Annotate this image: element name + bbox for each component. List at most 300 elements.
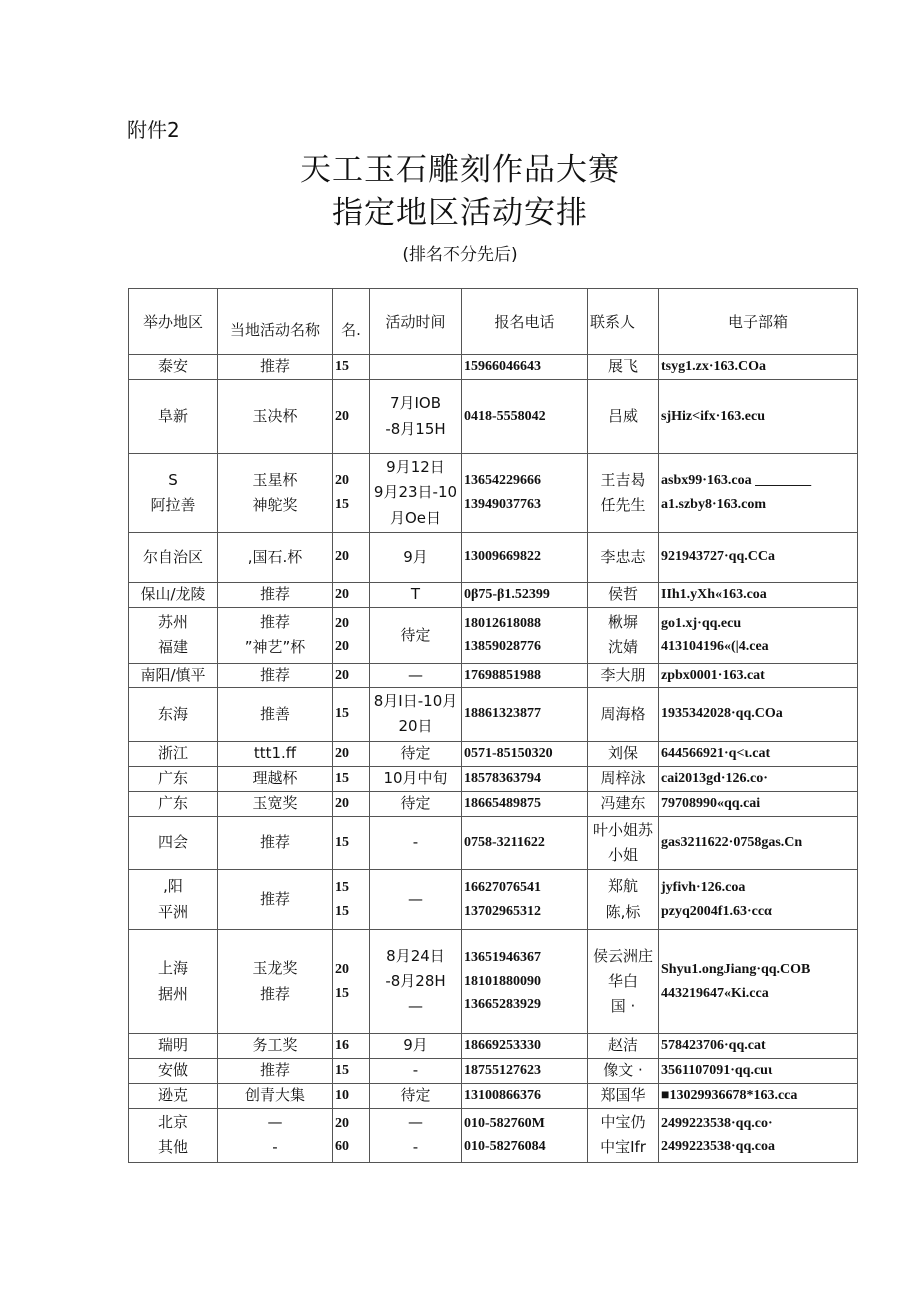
cell-time [370, 741, 462, 766]
cell-activity-line: ,国石.杯 [247, 547, 303, 566]
cell-email-line: 1935342028·qq.COa [661, 706, 783, 722]
cell-time [370, 380, 462, 454]
cell-time-line: — [408, 665, 423, 684]
cell-email-line: Shyu1.ongJiang·qq.COB [661, 961, 811, 977]
cell-contact-line: 周海格 [600, 704, 646, 723]
cell-quota-line: 20 [335, 667, 349, 683]
table-header-row [129, 289, 858, 355]
cell-time [370, 532, 462, 582]
cell-quota [333, 870, 370, 930]
cell-phone [462, 870, 588, 930]
cell-quota-line: 20 [335, 549, 349, 565]
cell-time-line: 9月 [403, 547, 428, 566]
cell-activity-line: 理越杯 [252, 768, 298, 787]
cell-phone-line: 18861323877 [464, 706, 541, 722]
cell-quota-line: 15 [335, 1063, 349, 1079]
cell-region-line: 上海 [157, 959, 188, 978]
cell-contact [588, 607, 659, 663]
cell-contact-line: 侯哲 [607, 585, 638, 604]
cell-region-line: 浙江 [157, 743, 188, 762]
cell-phone [462, 607, 588, 663]
table-row [129, 1059, 858, 1084]
cell-contact [588, 454, 659, 533]
cell-quota-line: 15 [335, 496, 349, 512]
cell-quota [333, 791, 370, 816]
header-activity: 当地活动名称 [218, 289, 333, 355]
cell-contact-line: 中宝Ifr [600, 1138, 646, 1157]
cell-quota [333, 930, 370, 1034]
cell-region [129, 1084, 218, 1109]
cell-activity-line: 推荐 [259, 357, 290, 376]
table-row [129, 1109, 858, 1163]
cell-email-line: 79708990«qq.cai [661, 795, 761, 811]
cell-region [129, 607, 218, 663]
table-row [129, 532, 858, 582]
cell-activity [218, 870, 333, 930]
cell-phone [462, 1084, 588, 1109]
cell-phone [462, 688, 588, 742]
cell-quota [333, 1109, 370, 1163]
cell-email [659, 1034, 858, 1059]
cell-activity [218, 930, 333, 1034]
cell-activity-line: 玉宽奖 [252, 793, 298, 812]
cell-activity-line: 推荐 [259, 1061, 290, 1080]
table-row [129, 741, 858, 766]
cell-quota-line: 15 [335, 879, 349, 895]
page-title: 天工玉石雕刻作品大赛 [300, 152, 620, 188]
cell-phone-line: 18012618088 [464, 615, 541, 631]
cell-email-line: ■13029936678*163.cca [661, 1088, 798, 1104]
cell-contact [588, 532, 659, 582]
cell-quota [333, 582, 370, 607]
cell-email-line: jyfivh·126.coa [661, 879, 746, 895]
cell-time-line: — [408, 1113, 423, 1131]
cell-region [129, 741, 218, 766]
cell-quota-line: 20 [335, 1115, 349, 1131]
cell-region-line: 保山/龙陵 [140, 585, 206, 604]
cell-contact-line: 陈,标 [605, 902, 641, 921]
table-row [129, 355, 858, 380]
cell-email-line: zpbx0001·163.cat [661, 667, 765, 683]
cell-phone [462, 816, 588, 870]
cell-contact-line: 叶小姐苏 [592, 820, 653, 839]
cell-contact [588, 688, 659, 742]
cell-contact-line: 赵洁 [607, 1036, 638, 1055]
cell-activity-line: 务工奖 [252, 1036, 298, 1055]
cell-phone-line: 18665489875 [464, 795, 541, 811]
cell-region-line: 北京 [157, 1113, 188, 1131]
cell-activity-line: 神鸵奖 [252, 495, 298, 514]
cell-quota-line: 20 [335, 473, 349, 489]
cell-region [129, 1034, 218, 1059]
cell-region-line: 尔自治区 [142, 547, 203, 566]
cell-phone-line: 010-58276084 [464, 1139, 546, 1155]
cell-contact-line: 刘保 [607, 743, 638, 762]
cell-email [659, 582, 858, 607]
cell-contact-line: 周梓泳 [600, 768, 646, 787]
cell-contact [588, 741, 659, 766]
cell-email-line: cai2013gd·126.co· [661, 770, 768, 786]
table-row [129, 816, 858, 870]
cell-phone-line: 010-582760M [464, 1115, 545, 1131]
cell-email-line: 644566921·q<ι.cat [661, 745, 771, 761]
cell-activity [218, 1109, 333, 1163]
cell-activity-line: 推荐 [259, 585, 290, 604]
cell-email-line: gas3211622·0758gas.Cn [661, 834, 803, 850]
header-region: 举办地区 [129, 289, 218, 355]
cell-quota-line: 15 [335, 834, 349, 850]
cell-activity [218, 741, 333, 766]
cell-time-line: 待定 [400, 1086, 431, 1105]
cell-time [370, 766, 462, 791]
cell-phone [462, 741, 588, 766]
cell-activity-line: ”神艺”杯 [244, 638, 306, 657]
cell-time [370, 1084, 462, 1109]
cell-region [129, 454, 218, 533]
table-row [129, 380, 858, 454]
cell-quota [333, 532, 370, 582]
table-row [129, 582, 858, 607]
cell-phone-line: 13665283929 [464, 997, 541, 1013]
cell-time-line: 8月24日 [386, 946, 445, 965]
cell-phone-line: 15966046643 [464, 359, 541, 375]
cell-phone-line: 18755127623 [464, 1063, 541, 1079]
cell-region [129, 355, 218, 380]
cell-contact-line: 国 · [610, 997, 636, 1016]
cell-contact-line: 冯建东 [600, 793, 646, 812]
cell-quota-line: 20 [335, 639, 349, 655]
cell-phone [462, 380, 588, 454]
cell-phone-line: 13651946367 [464, 949, 541, 965]
cell-region-line: 平洲 [157, 902, 188, 921]
cell-region-line: 阜新 [157, 406, 188, 425]
cell-quota [333, 1084, 370, 1109]
cell-region [129, 663, 218, 687]
cell-contact-line: 任先生 [600, 495, 646, 514]
cell-quota [333, 663, 370, 687]
cell-time [370, 1059, 462, 1084]
cell-region [129, 582, 218, 607]
cell-contact-line: 李大朋 [600, 665, 646, 684]
cell-region-line: 逊克 [157, 1086, 188, 1105]
cell-region [129, 1109, 218, 1163]
cell-activity-line: 创青大集 [244, 1086, 305, 1105]
cell-quota-line: 20 [335, 408, 349, 424]
cell-phone-line: 13949037763 [464, 496, 541, 512]
cell-quota [333, 355, 370, 380]
cell-time-line: 9月 [403, 1036, 428, 1055]
cell-time-line: 9月23日-10 [373, 483, 458, 502]
cell-quota [333, 380, 370, 454]
cell-quota-line: 60 [335, 1139, 349, 1155]
cell-quota [333, 1034, 370, 1059]
header-email: 电子部箱 [659, 289, 858, 355]
cell-time-line: T [410, 585, 421, 604]
cell-quota-line: 15 [335, 770, 349, 786]
cell-contact-line: 中宝仍 [600, 1113, 646, 1131]
cell-email [659, 380, 858, 454]
cell-quota [333, 816, 370, 870]
cell-time [370, 816, 462, 870]
cell-time [370, 454, 462, 533]
cell-contact [588, 930, 659, 1034]
cell-contact-line: 沈婧 [607, 638, 638, 657]
cell-phone [462, 1059, 588, 1084]
cell-quota-line: 10 [335, 1088, 349, 1104]
cell-contact-line: 郑航 [607, 877, 638, 896]
cell-email [659, 766, 858, 791]
cell-activity [218, 582, 333, 607]
cell-region-line: 安做 [157, 1061, 188, 1080]
cell-activity [218, 1084, 333, 1109]
cell-email [659, 816, 858, 870]
cell-email-line: a1.szby8·163.com [661, 496, 766, 512]
cell-time-line: 10月中旬 [383, 768, 448, 787]
cell-activity-line: - [272, 1138, 278, 1157]
page-subtitle: (排名不分先后) [402, 245, 518, 265]
page-title-line2: 指定地区活动安排 [332, 195, 588, 231]
cell-activity-line: 玉星杯 [252, 470, 298, 489]
cell-quota [333, 607, 370, 663]
cell-email-line: 578423706·qq.cat [661, 1038, 766, 1054]
cell-quota-line: 15 [335, 985, 349, 1001]
cell-phone [462, 532, 588, 582]
cell-phone [462, 355, 588, 380]
cell-phone-line: 16627076541 [464, 879, 541, 895]
cell-region-line: 广东 [157, 793, 188, 812]
cell-region [129, 1059, 218, 1084]
cell-activity-line: 玉决杯 [252, 406, 298, 425]
cell-time [370, 582, 462, 607]
cell-time-line: -8月28H [385, 971, 446, 990]
cell-phone [462, 1034, 588, 1059]
cell-time-line: 待定 [400, 625, 431, 644]
cell-time-line: — [408, 997, 423, 1016]
cell-email-line: sjHiz<ifx·163.ecu [661, 408, 766, 424]
cell-phone [462, 582, 588, 607]
cell-email-line: 2499223538·qq.co· [661, 1115, 773, 1131]
cell-time [370, 355, 462, 380]
cell-phone-line: 0β75-β1.52399 [464, 586, 550, 602]
cell-region [129, 688, 218, 742]
cell-phone [462, 766, 588, 791]
cell-time-line: 8月I日-10月 [373, 692, 458, 710]
cell-time [370, 1109, 462, 1163]
cell-contact [588, 1034, 659, 1059]
cell-email [659, 607, 858, 663]
cell-email [659, 791, 858, 816]
cell-activity [218, 663, 333, 687]
cell-quota-line: 20 [335, 745, 349, 761]
table-row [129, 688, 858, 742]
cell-contact-line: 楸塀 [607, 613, 638, 631]
cell-phone-line: 13100866376 [464, 1088, 541, 1104]
cell-quota [333, 688, 370, 742]
cell-activity [218, 355, 333, 380]
cell-region-line: ,阳 [163, 877, 183, 896]
cell-region-line: 福建 [157, 638, 188, 657]
cell-region-line: 阿拉善 [150, 495, 196, 514]
header-phone: 报名电话 [462, 289, 588, 355]
cell-contact [588, 582, 659, 607]
cell-region-line: 瑞明 [157, 1036, 188, 1055]
cell-quota [333, 454, 370, 533]
cell-region [129, 870, 218, 930]
cell-activity [218, 1034, 333, 1059]
cell-contact-line: 小姐 [607, 845, 638, 864]
cell-time-line: 9月12日 [386, 458, 445, 476]
cell-activity [218, 688, 333, 742]
cell-activity [218, 816, 333, 870]
cell-quota-line: 20 [335, 615, 349, 631]
cell-time-line: -8月15H [385, 419, 446, 438]
cell-contact [588, 870, 659, 930]
cell-quota-line: 20 [335, 586, 349, 602]
cell-contact [588, 766, 659, 791]
cell-activity [218, 532, 333, 582]
cell-email-line: 3561107091·qq.cuι [661, 1063, 773, 1079]
cell-activity [218, 454, 333, 533]
cell-time [370, 791, 462, 816]
cell-contact-line: 吕威 [607, 406, 638, 425]
cell-email [659, 1059, 858, 1084]
cell-time-line: - [412, 1061, 419, 1080]
cell-activity-line: 推荐 [259, 889, 290, 908]
cell-time-line: 待定 [400, 743, 431, 762]
cell-region [129, 816, 218, 870]
cell-contact [588, 380, 659, 454]
cell-phone [462, 454, 588, 533]
cell-contact [588, 1059, 659, 1084]
cell-email-line: 443219647«Ki.cca [661, 985, 769, 1001]
cell-email [659, 870, 858, 930]
cell-phone [462, 1109, 588, 1163]
cell-quota [333, 1059, 370, 1084]
cell-email-line: tsyg1.zx·163.COa [661, 359, 766, 375]
cell-region-line: 苏州 [157, 613, 188, 631]
cell-activity-line: 推荐 [259, 833, 290, 852]
cell-quota-line: 15 [335, 359, 349, 375]
table-row [129, 1034, 858, 1059]
cell-time-line: - [412, 1138, 419, 1157]
header-contact: 联系人 [588, 289, 659, 355]
cell-phone [462, 930, 588, 1034]
cell-quota [333, 766, 370, 791]
cell-quota-line: 20 [335, 795, 349, 811]
table-row [129, 766, 858, 791]
cell-activity [218, 380, 333, 454]
cell-region [129, 532, 218, 582]
cell-quota [333, 741, 370, 766]
cell-phone-line: 0758-3211622 [464, 834, 545, 850]
cell-phone-line: 13654229666 [464, 473, 541, 489]
cell-email [659, 454, 858, 533]
cell-phone-line: 0418-5558042 [464, 408, 546, 424]
cell-time [370, 688, 462, 742]
cell-activity [218, 766, 333, 791]
table-row [129, 870, 858, 930]
cell-quota-line: 16 [335, 1038, 349, 1054]
cell-email-line: 921943727·qq.CCa [661, 549, 775, 565]
cell-activity [218, 1059, 333, 1084]
cell-email [659, 355, 858, 380]
cell-phone-line: 18578363794 [464, 770, 541, 786]
cell-region-line: 四会 [157, 833, 188, 852]
cell-phone-line: 18669253330 [464, 1038, 541, 1054]
cell-region [129, 930, 218, 1034]
cell-contact [588, 663, 659, 687]
cell-email [659, 1084, 858, 1109]
table-row [129, 454, 858, 533]
cell-contact-line: 像文 · [603, 1061, 643, 1080]
cell-region [129, 380, 218, 454]
cell-time-line: 月Oe日 [389, 508, 442, 527]
cell-activity [218, 791, 333, 816]
cell-email [659, 1109, 858, 1163]
cell-contact-line: 展飞 [607, 357, 638, 376]
cell-email [659, 741, 858, 766]
cell-region-line: 东海 [157, 704, 188, 723]
attachment-label: 附件2 [127, 118, 180, 142]
cell-email-line: pzyq2004f1.63·ccα [661, 903, 772, 919]
cell-phone-line: 13702965312 [464, 903, 541, 919]
cell-time-line: 7月IOB [389, 394, 442, 413]
cell-phone [462, 663, 588, 687]
cell-region-line: 南阳/慎平 [140, 665, 206, 684]
cell-region-line: 泰安 [157, 357, 188, 376]
cell-time-line: - [412, 833, 419, 852]
cell-region-line: 广东 [157, 768, 188, 787]
cell-time [370, 663, 462, 687]
cell-activity-line: 推荐 [259, 613, 290, 631]
table-row [129, 1084, 858, 1109]
cell-time [370, 607, 462, 663]
cell-phone-line: 18101880090 [464, 973, 541, 989]
cell-email [659, 663, 858, 687]
cell-activity-line: ttt1.ff [253, 743, 297, 762]
cell-email [659, 930, 858, 1034]
cell-region-line: 其他 [157, 1138, 188, 1157]
cell-email [659, 688, 858, 742]
cell-contact [588, 791, 659, 816]
cell-contact [588, 355, 659, 380]
cell-email-line: IIh1.yXh«163.coa [661, 586, 767, 602]
cell-time [370, 930, 462, 1034]
cell-region-line: S [168, 470, 178, 489]
cell-phone-line: 13009669822 [464, 549, 541, 565]
cell-quota-line: 15 [335, 706, 349, 722]
cell-contact-line: 华白 [607, 971, 638, 990]
cell-contact [588, 816, 659, 870]
cell-time [370, 870, 462, 930]
cell-phone [462, 791, 588, 816]
cell-region-line: 据州 [157, 984, 188, 1003]
cell-activity-line: 玉龙奖 [252, 959, 298, 978]
cell-contact-line: 李忠志 [600, 547, 646, 566]
cell-contact-line: 侯云洲庄 [592, 946, 653, 965]
cell-time-line: 待定 [400, 793, 431, 812]
table-row [129, 607, 858, 663]
cell-activity-line: — [267, 1113, 283, 1131]
cell-email-line: go1.xj·qq.ecu [661, 615, 742, 631]
cell-email-line: 413104196«(|4.cea [661, 639, 769, 655]
cell-contact-line: 王吉曷 [600, 470, 646, 489]
cell-email-line: asbx99·163.coa ________ [661, 473, 812, 489]
cell-phone-line: 17698851988 [464, 667, 541, 683]
cell-quota-line: 15 [335, 903, 349, 919]
cell-phone-line: 13859028776 [464, 639, 541, 655]
cell-activity-line: 推荐 [259, 984, 290, 1003]
